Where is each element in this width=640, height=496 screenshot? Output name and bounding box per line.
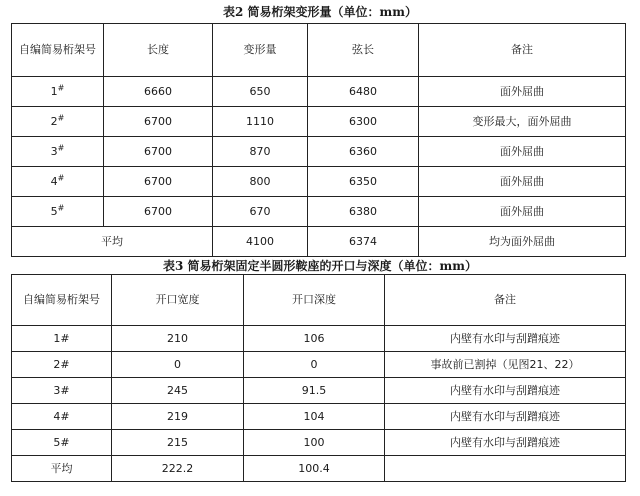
cell-length: 6700 bbox=[104, 137, 213, 167]
cell-deformation: 1110 bbox=[213, 107, 308, 137]
cell-truss-no: 3# bbox=[12, 378, 112, 404]
table-row bbox=[12, 167, 626, 197]
cell-opening-width: 245 bbox=[112, 378, 244, 404]
header-truss-no: 自编简易桁架号 bbox=[12, 275, 112, 326]
cell-deformation: 670 bbox=[213, 197, 308, 227]
cell-deformation: 650 bbox=[213, 77, 308, 107]
cell-truss-no: 4# bbox=[12, 167, 104, 197]
cell-average-depth: 100.4 bbox=[244, 456, 385, 482]
cell-average-width: 222.2 bbox=[112, 456, 244, 482]
table-row bbox=[12, 404, 626, 430]
cell-average-note bbox=[385, 456, 626, 482]
average-row bbox=[12, 227, 626, 257]
table2-caption: 表2 简易桁架变形量（单位：mm） bbox=[223, 5, 417, 19]
cell-note: 面外屈曲 bbox=[419, 197, 626, 227]
cell-opening-width: 219 bbox=[112, 404, 244, 430]
cell-note: 面外屈曲 bbox=[419, 137, 626, 167]
cell-note: 内壁有水印与刮蹭痕迹 bbox=[385, 378, 626, 404]
cell-chord: 6480 bbox=[308, 77, 419, 107]
header-length: 长度 bbox=[104, 24, 213, 77]
cell-average-deformation: 4100 bbox=[213, 227, 308, 257]
header-chord: 弦长 bbox=[308, 24, 419, 77]
table-header-row bbox=[12, 275, 626, 326]
cell-truss-no: 2# bbox=[12, 107, 104, 137]
header-opening-depth: 开口深度 bbox=[244, 275, 385, 326]
cell-note: 面外屈曲 bbox=[419, 77, 626, 107]
cell-truss-no: 1# bbox=[12, 77, 104, 107]
table-row bbox=[12, 197, 626, 227]
cell-truss-no: 5# bbox=[12, 430, 112, 456]
cell-opening-depth: 0 bbox=[244, 352, 385, 378]
cell-length: 6700 bbox=[104, 107, 213, 137]
table-row bbox=[12, 137, 626, 167]
table-header-row bbox=[12, 24, 626, 77]
cell-average-label: 平均 bbox=[12, 227, 213, 257]
saddle-opening-table bbox=[11, 274, 626, 482]
cell-chord: 6350 bbox=[308, 167, 419, 197]
cell-note: 面外屈曲 bbox=[419, 167, 626, 197]
cell-deformation: 870 bbox=[213, 137, 308, 167]
cell-length: 6660 bbox=[104, 77, 213, 107]
cell-average-note: 均为面外屈曲 bbox=[419, 227, 626, 257]
cell-opening-width: 0 bbox=[112, 352, 244, 378]
table-row bbox=[12, 77, 626, 107]
table-row bbox=[12, 107, 626, 137]
deformation-table bbox=[11, 23, 626, 257]
cell-note: 事故前已割掉（见图21、22） bbox=[385, 352, 626, 378]
table3-caption: 表3 简易桁架固定半圆形鞍座的开口与深度（单位：mm） bbox=[163, 259, 477, 273]
cell-note: 变形最大，面外屈曲 bbox=[419, 107, 626, 137]
cell-note: 内壁有水印与刮蹭痕迹 bbox=[385, 430, 626, 456]
table-row bbox=[12, 430, 626, 456]
cell-opening-depth: 106 bbox=[244, 326, 385, 352]
header-deformation: 变形量 bbox=[213, 24, 308, 77]
header-note: 备注 bbox=[419, 24, 626, 77]
cell-chord: 6360 bbox=[308, 137, 419, 167]
cell-chord: 6300 bbox=[308, 107, 419, 137]
table-row bbox=[12, 352, 626, 378]
cell-opening-depth: 91.5 bbox=[244, 378, 385, 404]
cell-truss-no: 3# bbox=[12, 137, 104, 167]
cell-opening-width: 215 bbox=[112, 430, 244, 456]
cell-length: 6700 bbox=[104, 197, 213, 227]
cell-deformation: 800 bbox=[213, 167, 308, 197]
cell-truss-no: 5# bbox=[12, 197, 104, 227]
average-row bbox=[12, 456, 626, 482]
cell-opening-depth: 100 bbox=[244, 430, 385, 456]
cell-opening-depth: 104 bbox=[244, 404, 385, 430]
header-truss-no: 自编简易桁架号 bbox=[12, 24, 104, 77]
cell-truss-no: 4# bbox=[12, 404, 112, 430]
cell-truss-no: 2# bbox=[12, 352, 112, 378]
cell-truss-no: 1# bbox=[12, 326, 112, 352]
cell-average-label: 平均 bbox=[12, 456, 112, 482]
table-row bbox=[12, 378, 626, 404]
cell-length: 6700 bbox=[104, 167, 213, 197]
header-note: 备注 bbox=[385, 275, 626, 326]
cell-chord: 6380 bbox=[308, 197, 419, 227]
cell-note: 内壁有水印与刮蹭痕迹 bbox=[385, 404, 626, 430]
cell-average-chord: 6374 bbox=[308, 227, 419, 257]
table-row bbox=[12, 326, 626, 352]
cell-note: 内壁有水印与刮蹭痕迹 bbox=[385, 326, 626, 352]
header-opening-width: 开口宽度 bbox=[112, 275, 244, 326]
cell-opening-width: 210 bbox=[112, 326, 244, 352]
